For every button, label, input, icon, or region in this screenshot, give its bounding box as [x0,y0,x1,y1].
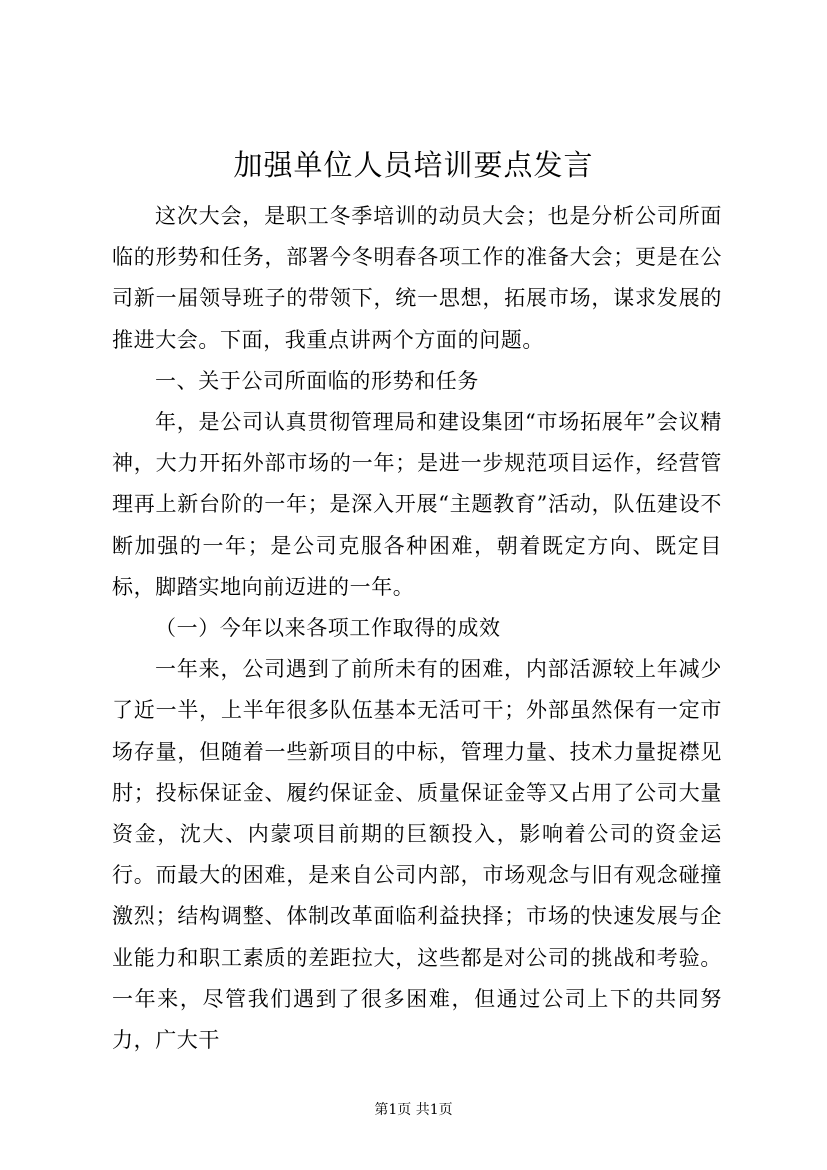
page-footer: 第1页 共1页 [374,1102,453,1118]
paragraph-intro: 这次大会，是职工冬季培训的动员大会；也是分析公司所面临的形势和任务，部署今冬明春各项工作的准备大会；更是在公司新一届领导班子的带领下，统一思想，拓展市场，谋求发展的推进大会。下面，我重点讲两个方面的问题。 [112,204,722,352]
subsection-heading-1: （一）今年以来各项工作取得的成效 [155,616,501,641]
section-heading-1: 一、关于公司所面临的形势和任务 [155,368,479,393]
paragraph-year-summary: 年，是公司认真贯彻管理局和建设集团“市场拓展年”会议精神，大力开拓外部市场的一年；是进一步规范项目运作，经营管理再上新台阶的一年；是深入开展“主题教育”活动，队伍建设不断加强的一年；是公司克服各种困难，朝着既定方向、既定目标，脚踏实地向前迈进的一年。 [112,410,722,599]
document-body [112,196,722,1061]
document-title: 加强单位人员培训要点发言 [233,148,594,182]
paragraph-difficulties: 一年来，公司遇到了前所未有的困难，内部活源较上年减少了近一半，上半年很多队伍基本无活可干；外部虽然保有一定市场存量，但随着一些新项目的中标，管理力量、技术力量捉襟见肘；投标保证金、履约保证金、质量保证金等又占用了公司大量资金，沈大、内蒙项目前期的巨额投入，影响着公司的资金运行。而最大的困难，是来自公司内部，市场观念与旧有观念碰撞激烈；结构调整、体制改革面临利益抉择；市场的快速发展与企业能力和职工素质的差距拉大，这些都是对公司的挑战和考验。一年来，尽管我们遇到了很多困难，但通过公司上下的共同努力，广大干 [112,657,722,1053]
